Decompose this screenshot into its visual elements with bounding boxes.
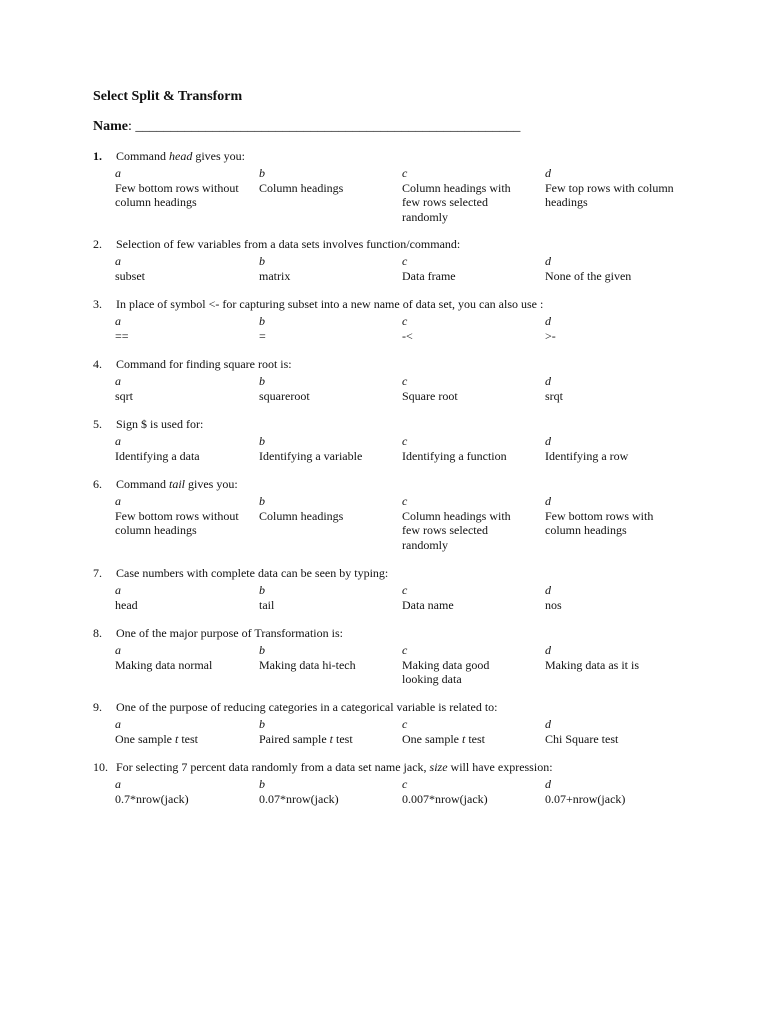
option-letter: d bbox=[545, 314, 551, 328]
option-text: >- bbox=[545, 328, 556, 343]
option-text: Identifying a function bbox=[402, 448, 507, 463]
name-colon: : bbox=[128, 119, 132, 134]
option-a[interactable] bbox=[115, 434, 247, 463]
option-c[interactable] bbox=[402, 494, 526, 552]
option-text: = bbox=[259, 328, 266, 343]
option-letter: d bbox=[545, 777, 551, 791]
option-letter: b bbox=[259, 777, 265, 791]
option-d[interactable] bbox=[545, 777, 675, 806]
name-field-line bbox=[93, 118, 520, 135]
option-letter: a bbox=[115, 494, 121, 508]
option-a[interactable] bbox=[115, 166, 247, 210]
option-text: Identifying a data bbox=[115, 448, 200, 463]
option-text: Making data as it is bbox=[545, 657, 639, 672]
option-letter: d bbox=[545, 166, 551, 180]
option-c[interactable] bbox=[402, 777, 526, 806]
question-number: 7. bbox=[93, 566, 102, 580]
option-letter: d bbox=[545, 434, 551, 448]
question-number: 1. bbox=[93, 149, 102, 163]
option-letter: b bbox=[259, 583, 265, 597]
option-d[interactable] bbox=[545, 166, 675, 210]
question-7 bbox=[93, 566, 693, 628]
option-a[interactable] bbox=[115, 494, 247, 538]
option-b[interactable] bbox=[259, 583, 399, 612]
option-b[interactable] bbox=[259, 494, 399, 523]
option-letter: d bbox=[545, 717, 551, 731]
option-letter: d bbox=[545, 374, 551, 388]
option-text: 0.007*nrow(jack) bbox=[402, 791, 488, 806]
question-number: 3. bbox=[93, 297, 102, 311]
option-letter: b bbox=[259, 254, 265, 268]
question-4 bbox=[93, 357, 693, 419]
option-letter: b bbox=[259, 374, 265, 388]
option-letter: a bbox=[115, 643, 121, 657]
option-letter: c bbox=[402, 166, 408, 180]
question-number: 10. bbox=[93, 760, 108, 774]
option-letter: c bbox=[402, 494, 408, 508]
option-letter: b bbox=[259, 434, 265, 448]
question-text: Case numbers with complete data can be seen by typing: bbox=[116, 566, 389, 580]
option-letter: a bbox=[115, 314, 121, 328]
option-b[interactable] bbox=[259, 166, 399, 195]
option-b[interactable] bbox=[259, 314, 399, 343]
option-letter: a bbox=[115, 374, 121, 388]
option-d[interactable] bbox=[545, 643, 675, 672]
option-b[interactable] bbox=[259, 717, 399, 746]
option-text: Few bottom rows with column headings bbox=[545, 508, 654, 537]
option-text: Identifying a variable bbox=[259, 448, 363, 463]
option-c[interactable] bbox=[402, 643, 502, 687]
option-letter: b bbox=[259, 717, 265, 731]
option-text: One sample t test bbox=[402, 731, 485, 746]
option-a[interactable] bbox=[115, 643, 247, 672]
question-text: For selecting 7 percent data randomly from a data set name jack, size will have expression: bbox=[116, 760, 553, 774]
option-b[interactable] bbox=[259, 374, 399, 403]
option-text: 0.07+nrow(jack) bbox=[545, 791, 626, 806]
option-text: matrix bbox=[259, 268, 291, 283]
option-text: tail bbox=[259, 597, 275, 612]
question-number: 5. bbox=[93, 417, 102, 431]
option-c[interactable] bbox=[402, 717, 526, 746]
option-text: -< bbox=[402, 328, 413, 343]
question-number: 9. bbox=[93, 700, 102, 714]
option-a[interactable] bbox=[115, 583, 247, 612]
option-letter: b bbox=[259, 166, 265, 180]
option-c[interactable] bbox=[402, 583, 526, 612]
question-number: 2. bbox=[93, 237, 102, 251]
option-letter: b bbox=[259, 494, 265, 508]
option-text: Column headings with few rows selected randomly bbox=[402, 180, 511, 224]
option-text: squareroot bbox=[259, 388, 310, 403]
option-text: nos bbox=[545, 597, 562, 612]
option-d[interactable] bbox=[545, 583, 675, 612]
option-text: Identifying a row bbox=[545, 448, 629, 463]
option-text: Column headings with few rows selected randomly bbox=[402, 508, 511, 552]
option-letter: a bbox=[115, 166, 121, 180]
option-a[interactable] bbox=[115, 717, 247, 746]
option-c[interactable] bbox=[402, 434, 526, 463]
name-label: Name bbox=[93, 119, 128, 134]
option-b[interactable] bbox=[259, 643, 399, 672]
option-c[interactable] bbox=[402, 166, 526, 224]
option-d[interactable] bbox=[545, 374, 675, 403]
option-b[interactable] bbox=[259, 434, 399, 463]
question-text: Selection of few variables from a data sets involves function/command: bbox=[116, 237, 461, 251]
option-text: Making data normal bbox=[115, 657, 213, 672]
option-letter: b bbox=[259, 314, 265, 328]
question-text: One of the purpose of reducing categories in a categorical variable is related to: bbox=[116, 700, 498, 714]
option-text: Making data good looking data bbox=[402, 657, 490, 686]
question-number: 8. bbox=[93, 626, 102, 640]
option-letter: c bbox=[402, 717, 408, 731]
option-text: Few bottom rows without column headings bbox=[115, 508, 239, 537]
question-6 bbox=[93, 477, 693, 552]
option-text: Data frame bbox=[402, 268, 456, 283]
option-text: sqrt bbox=[115, 388, 133, 403]
option-a[interactable] bbox=[115, 254, 247, 283]
option-text: Making data hi-tech bbox=[259, 657, 356, 672]
question-10 bbox=[93, 760, 693, 822]
option-text: head bbox=[115, 597, 138, 612]
option-text: Chi Square test bbox=[545, 731, 619, 746]
question-text: In place of symbol <- for capturing subset into a new name of data set, you can also use : bbox=[116, 297, 544, 311]
option-text: 0.07*nrow(jack) bbox=[259, 791, 339, 806]
option-letter: c bbox=[402, 643, 408, 657]
option-c[interactable] bbox=[402, 314, 526, 343]
question-8 bbox=[93, 626, 693, 688]
option-letter: c bbox=[402, 434, 408, 448]
option-letter: c bbox=[402, 254, 408, 268]
option-d[interactable] bbox=[545, 434, 675, 463]
option-text: Column headings bbox=[259, 508, 344, 523]
name-blank[interactable]: _______________________________________________________ bbox=[135, 119, 521, 134]
option-text: == bbox=[115, 328, 129, 343]
option-letter: a bbox=[115, 434, 121, 448]
option-text: 0.7*nrow(jack) bbox=[115, 791, 189, 806]
option-text: Data name bbox=[402, 597, 454, 612]
question-number: 4. bbox=[93, 357, 102, 371]
option-b[interactable] bbox=[259, 777, 399, 806]
option-d[interactable] bbox=[545, 254, 675, 283]
question-text: One of the major purpose of Transformation is: bbox=[116, 626, 343, 640]
option-d[interactable] bbox=[545, 494, 680, 538]
option-letter: d bbox=[545, 643, 551, 657]
option-a[interactable] bbox=[115, 314, 247, 343]
option-letter: d bbox=[545, 254, 551, 268]
option-letter: d bbox=[545, 494, 551, 508]
option-letter: c bbox=[402, 777, 408, 791]
option-letter: a bbox=[115, 777, 121, 791]
question-text: Command tail gives you: bbox=[116, 477, 238, 491]
option-text: None of the given bbox=[545, 268, 632, 283]
option-text: srqt bbox=[545, 388, 563, 403]
option-letter: c bbox=[402, 374, 408, 388]
option-letter: c bbox=[402, 314, 408, 328]
option-text: Paired sample t test bbox=[259, 731, 353, 746]
question-2 bbox=[93, 237, 693, 299]
option-text: subset bbox=[115, 268, 145, 283]
option-text: Square root bbox=[402, 388, 458, 403]
option-b[interactable] bbox=[259, 254, 399, 283]
question-1 bbox=[93, 149, 693, 224]
option-text: Few bottom rows without column headings bbox=[115, 180, 239, 209]
option-d[interactable] bbox=[545, 314, 675, 343]
option-c[interactable] bbox=[402, 374, 526, 403]
option-letter: a bbox=[115, 254, 121, 268]
option-letter: b bbox=[259, 643, 265, 657]
option-letter: d bbox=[545, 583, 551, 597]
option-text: Column headings bbox=[259, 180, 344, 195]
question-number: 6. bbox=[93, 477, 102, 491]
option-d[interactable] bbox=[545, 717, 675, 746]
question-text: Command for finding square root is: bbox=[116, 357, 292, 371]
question-3 bbox=[93, 297, 693, 359]
option-letter: a bbox=[115, 583, 121, 597]
option-a[interactable] bbox=[115, 374, 247, 403]
question-text: Sign $ is used for: bbox=[116, 417, 204, 431]
option-letter: c bbox=[402, 583, 408, 597]
option-text: Few top rows with column headings bbox=[545, 180, 674, 209]
page-title: Select Split & Transform bbox=[93, 89, 243, 104]
question-9 bbox=[93, 700, 693, 762]
question-5 bbox=[93, 417, 693, 479]
option-c[interactable] bbox=[402, 254, 526, 283]
option-a[interactable] bbox=[115, 777, 247, 806]
option-letter: a bbox=[115, 717, 121, 731]
option-text: One sample t test bbox=[115, 731, 198, 746]
question-text: Command head gives you: bbox=[116, 149, 245, 163]
